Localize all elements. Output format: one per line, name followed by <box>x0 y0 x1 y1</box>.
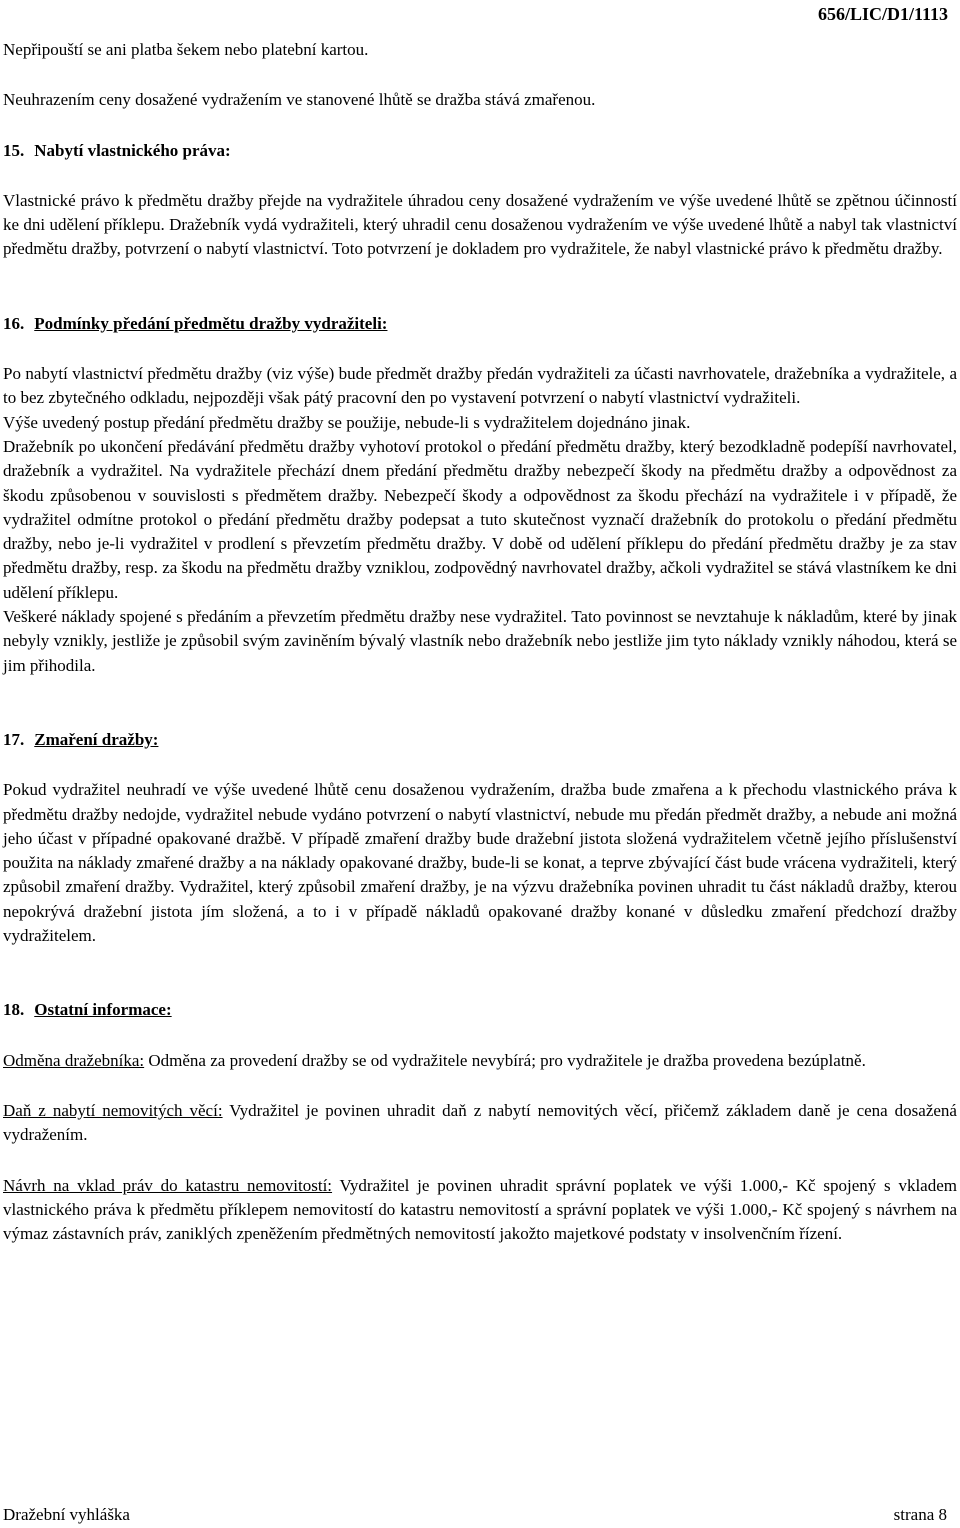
section-18-paragraph-3 <box>3 1174 957 1247</box>
footer-document-name: Dražební vyhláška <box>3 1505 130 1524</box>
section-16-paragraph-2: Výše uvedený postup předání předmětu dražby se použije, nebude-li s vydražitelem dojednáno jinak. <box>3 412 691 432</box>
section-15-heading <box>3 139 957 163</box>
section-title: Ostatní informace: <box>34 1000 172 1020</box>
paragraph-label: Návrh na vklad práv do katastru nemovitostí: <box>3 1175 333 1195</box>
paragraph-text: Vydražitel je povinen uhradit správní poplatek ve výši 1.000,- Kč spojený s vkladem vlastnického práva k předmětu příklepem nemovitostí do katastru nemovitostí a správní poplatek ve výši 1.000,- Kč spojený s návrhem na výmaz zástavních práv, zaniklých zpeněžením předmětných nemovitostí jakožto majetkové podstaty v insolvenčním řízení. <box>3 1175 957 1244</box>
section-18-heading <box>3 998 957 1022</box>
section-17-heading <box>3 728 957 752</box>
section-title: Nabytí vlastnického práva: <box>34 140 231 160</box>
section-18-paragraph-2 <box>3 1099 957 1148</box>
paragraph-label: Daň z nabytí nemovitých věcí: <box>3 1100 223 1120</box>
paragraph-text: Vydražitel je povinen uhradit daň z nabytí nemovitých věcí, přičemž základem daně je cena dosažená vydražením. <box>3 1100 957 1145</box>
section-18-paragraph-1 <box>3 1049 957 1073</box>
footer-page-number: strana 8 <box>893 1505 947 1524</box>
section-16-paragraph-3: Dražebník po ukončení předávání předmětu dražby vyhotoví protokol o předání předmětu dražby, který bezodkladně podepíší navrhovatel, dražebník a vydražitel. Na vydražitele přechází dnem předání předmětu dražby nebezpečí škody na předmětu dražby a odpovědnost za škodu způsobenou v souvislosti s předmětem dražby. Nebezpečí škody a odpovědnost za škodu přechází na vydražitele i v případě, že vydražitel odmítne protokol o předání předmětu dražby podepsat a tuto skutečnost vyznačí dražebník do protokolu o předání předmětu dražby, nebo je-li vydražitel v prodlení s převzetím předmětu dražby. V době od udělení příklepu do předání předmětu dražby je za stav předmětu dražby, resp. za škodu na předmětu dražby vzniklou, zodpovědný navrhovatel dražby, ačkoli vydražitel se stává vlastníkem ke dni udělení příklepu. <box>3 436 957 602</box>
section-15-paragraph-1: Vlastnické právo k předmětu dražby přejde na vydražitele úhradou ceny dosažené vydražením ve výše uvedené lhůtě se zpětnou účinností ke dni udělení příklepu. Dražebník vydá vydražiteli, který uhradil cenu dosaženou vydražením ve výše uvedené lhůtě a nabyl tak vlastnictví předmětu dražby, potvrzení o nabytí vlastnictví. Toto potvrzení je dokladem pro vydražitele, že nabyl vlastnické právo k předmětu dražby. <box>3 190 957 259</box>
intro-paragraph-2: Neuhrazením ceny dosažené vydražením ve stanovené lhůtě se dražba stává zmařenou. <box>3 90 596 110</box>
section-16-paragraph-1: Po nabytí vlastnictví předmětu dražby (viz výše) bude předmět dražby předán vydražiteli za účasti navrhovatele, dražebníka a vydražitele, a to bez zbytečného odkladu, nejpozději však pátý pracovní den po vystavení potvrzení o nabytí vlastnictví vydražiteli. <box>3 364 957 408</box>
paragraph-text: Odměna za provedení dražby se od vydražitele nevybírá; pro vydražitele je dražba provedena bezúplatně. <box>144 1050 866 1070</box>
section-16-paragraph-4: Veškeré náklady spojené s předáním a převzetím předmětu dražby nese vydražitel. Tato povinnost se nevztahuje k nákladům, které by jinak nebyly vznikly, jestliže je způsobil svým zaviněním bývalý vlastník nebo dražebník nebo jestliže jim tyto náklady vznikly náhodou, která se jim přihodila. <box>3 607 957 675</box>
paragraph-label: Odměna dražebníka: <box>3 1050 145 1070</box>
document-id: 656/LIC/D1/1113 <box>817 4 948 24</box>
document-body <box>3 38 957 1246</box>
section-title: Zmaření dražby: <box>34 729 159 749</box>
section-number: 18. <box>3 1000 25 1020</box>
section-number: 15. <box>3 140 25 160</box>
section-number: 16. <box>3 313 25 333</box>
section-number: 17. <box>3 729 25 749</box>
page-footer <box>3 1504 947 1526</box>
section-16-heading <box>3 312 957 336</box>
intro-paragraph-1: Nepřipouští se ani platba šekem nebo platební kartou. <box>3 40 369 59</box>
section-title: Podmínky předání předmětu dražby vydražiteli: <box>34 313 388 333</box>
section-17-paragraph-1: Pokud vydražitel neuhradí ve výše uvedené lhůtě cenu dosaženou vydražením, dražba bude zmařena a k přechodu vlastnického práva k předmětu dražby nedojde, vydražitel nebude vydáno potvrzení o nabytí vlastnictví, nebude mu předán předmět dražby, a nebude ani možná jeho účast v případné opakované dražbě. V případě zmaření dražby bude dražební jistota složená vydražitelem včetně jejího příslušenství použita na náklady zmařené dražby a na náklady opakované dražby, bude-li se konat, a teprve zbývající část bude vrácena vydražiteli, který způsobil zmaření dražby. Vydražitel, který způsobil zmaření dražby, je na výzvu dražebníka povinen uhradit tu část nákladů dražby, kterou nepokrývá dražební jistota jím složená, a to i v případě nákladů opakované dražby konané v důsledku zmaření předchozí dražby vydražitelem. <box>3 780 957 946</box>
